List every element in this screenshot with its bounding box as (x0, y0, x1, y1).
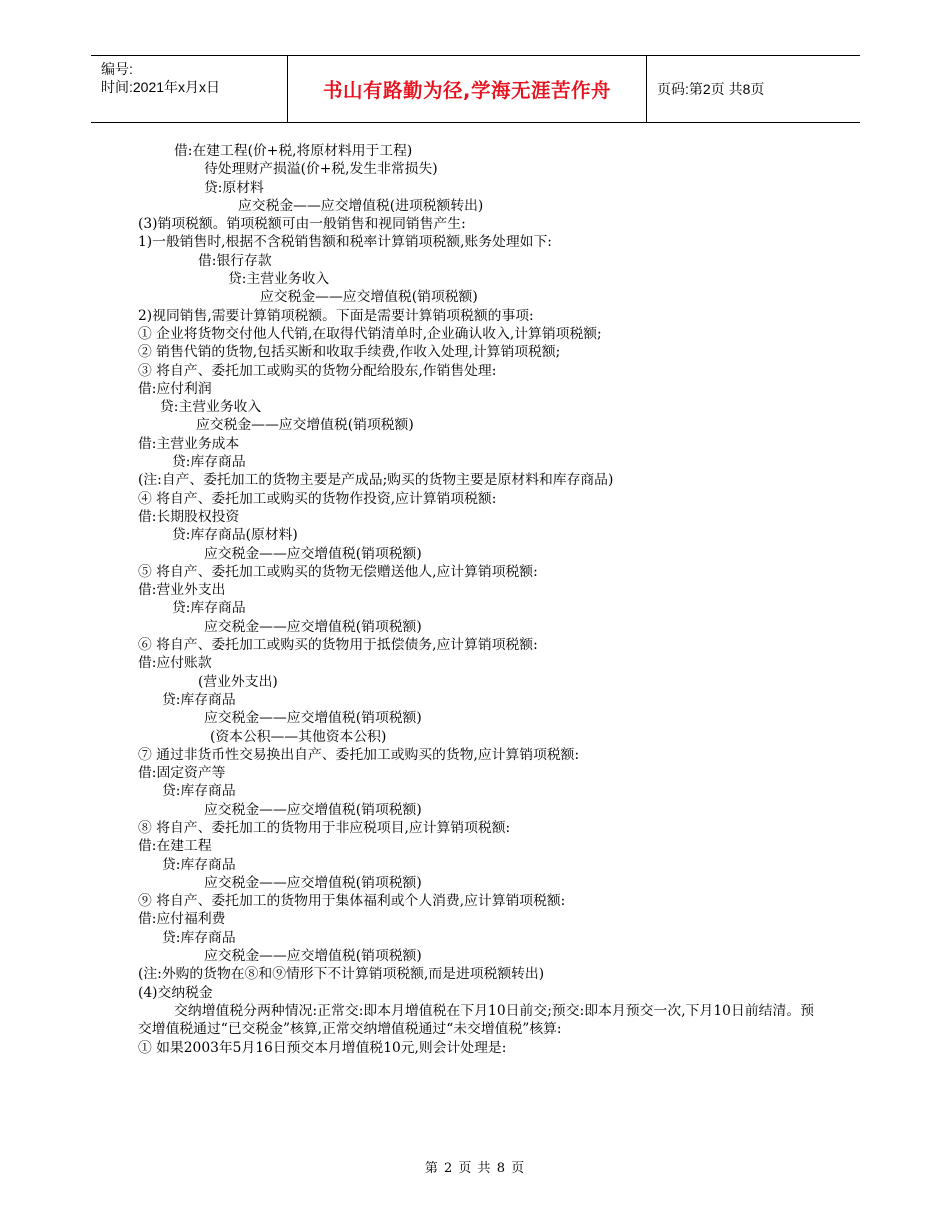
text-line: 应交税金——应交增值税(销项税额) (204, 618, 422, 635)
text-line: ⑤ 将自产、委托加工或购买的货物无偿赠送他人,应计算销项税额: (138, 563, 538, 580)
text-line: ③ 将自产、委托加工或购买的货物分配给股东,作销售处理: (138, 362, 497, 379)
text-line: (资本公积——其他资本公积) (210, 728, 387, 745)
document-time-label: 时间:2021年x月x日 (101, 79, 221, 95)
text-line: 应交税金——应交增值税(销项税额) (204, 710, 422, 727)
page-footer: 第 2 页 共 8 页 (424, 1161, 526, 1176)
text-line: 贷:库存商品 (162, 783, 236, 800)
text-line: 借:应付利润 (138, 380, 212, 397)
text-line: 贷:库存商品(原材料) (172, 527, 298, 544)
document-body (138, 142, 818, 1057)
text-line: ⑨ 将自产、委托加工的货物用于集体福利或个人消费,应计算销项税额: (138, 893, 566, 910)
text-line: ④ 将自产、委托加工或购买的货物作投资,应计算销项税额: (138, 490, 497, 507)
page-header (91, 55, 860, 123)
text-line: 贷:库存商品 (172, 454, 246, 471)
text-line: ② 销售代销的货物,包括买断和收取手续费,作收入处理,计算销项税额; (138, 344, 561, 361)
text-line: 贷:主营业务收入 (160, 399, 262, 416)
text-line: 借:长期股权投资 (138, 508, 240, 525)
text-line: 1)一般销售时,根据不含税销售额和税率计算销项税额,账务处理如下: (138, 234, 552, 251)
text-line: 贷:主营业务收入 (228, 271, 330, 288)
header-page-info: 页码:第2页 共8页 (657, 81, 765, 97)
text-line: 借:营业外支出 (138, 582, 226, 599)
text-line: 贷:库存商品 (162, 856, 236, 873)
text-line: 贷:库存商品 (162, 691, 236, 708)
text-line: 应交税金——应交增值税(销项税额) (204, 545, 422, 562)
text-line: 贷:库存商品 (172, 600, 246, 617)
paragraph: 交纳增值税分两种情况:正常交:即本月增值税在下月10日前交;预交:即本月预交一次,下月10日前结清。预交增值税通过“已交税金”核算,正常交纳增值税通过“未交增值税”核算: (138, 1002, 814, 1038)
text-line: (注:外购的货物在⑧和⑨情形下不计算销项税额,而是进项税额转出) (138, 966, 545, 983)
header-meta (91, 56, 288, 122)
text-line: 借:在建工程(价+税,将原材料用于工程) (174, 143, 413, 159)
text-line: 贷:库存商品 (162, 929, 236, 946)
text-line: 应交税金——应交增值税(销项税额) (260, 289, 478, 306)
document-number-label: 编号: (101, 61, 133, 77)
header-motto: 书山有路勤为径,学海无涯苦作舟 (288, 56, 647, 122)
text-line: 借:主营业务成本 (138, 435, 240, 452)
text-line: 应交税金——应交增值税(销项税额) (204, 948, 422, 965)
text-line: 待处理财产损溢(价+税,发生非常损失) (204, 161, 438, 178)
text-line: ① 如果2003年5月16日预交本月增值税10元,则会计处理是: (138, 1039, 507, 1056)
text-line: 借:银行存款 (198, 252, 272, 269)
text-line: ⑥ 将自产、委托加工或购买的货物用于抵偿债务,应计算销项税额: (138, 637, 538, 654)
text-line: (注:自产、委托加工的货物主要是产成品;购买的货物主要是原材料和库存商品) (138, 472, 614, 489)
text-line: (4)交纳税金 (138, 984, 213, 1001)
text-line: ⑧ 将自产、委托加工的货物用于非应税项目,应计算销项税额: (138, 819, 511, 836)
text-line: 借:在建工程 (138, 838, 212, 855)
text-line: 贷:原材料 (204, 179, 264, 196)
text-line: 借:应付账款 (138, 655, 212, 672)
text-line: ⑦ 通过非货币性交易换出自产、委托加工或购买的货物,应计算销项税额: (138, 746, 580, 763)
text-line: (3)销项税额。销项税额可由一般销售和视同销售产生: (138, 216, 466, 233)
text-line: 借:应付福利费 (138, 911, 226, 928)
text-line: 应交税金——应交增值税(销项税额) (204, 874, 422, 891)
text-line: (营业外支出) (198, 673, 278, 690)
text-line: ① 企业将货物交付他人代销,在取得代销清单时,企业确认收入,计算销项税额; (138, 325, 602, 342)
text-line: 应交税金——应交增值税(销项税额) (196, 417, 414, 434)
text-line: 应交税金——应交增值税(进项税额转出) (238, 197, 484, 214)
text-line: 2)视同销售,需要计算销项税额。下面是需要计算销项税额的事项: (138, 307, 534, 324)
text-line: 应交税金——应交增值税(销项税额) (204, 801, 422, 818)
text-line: 借:固定资产等 (138, 765, 226, 782)
